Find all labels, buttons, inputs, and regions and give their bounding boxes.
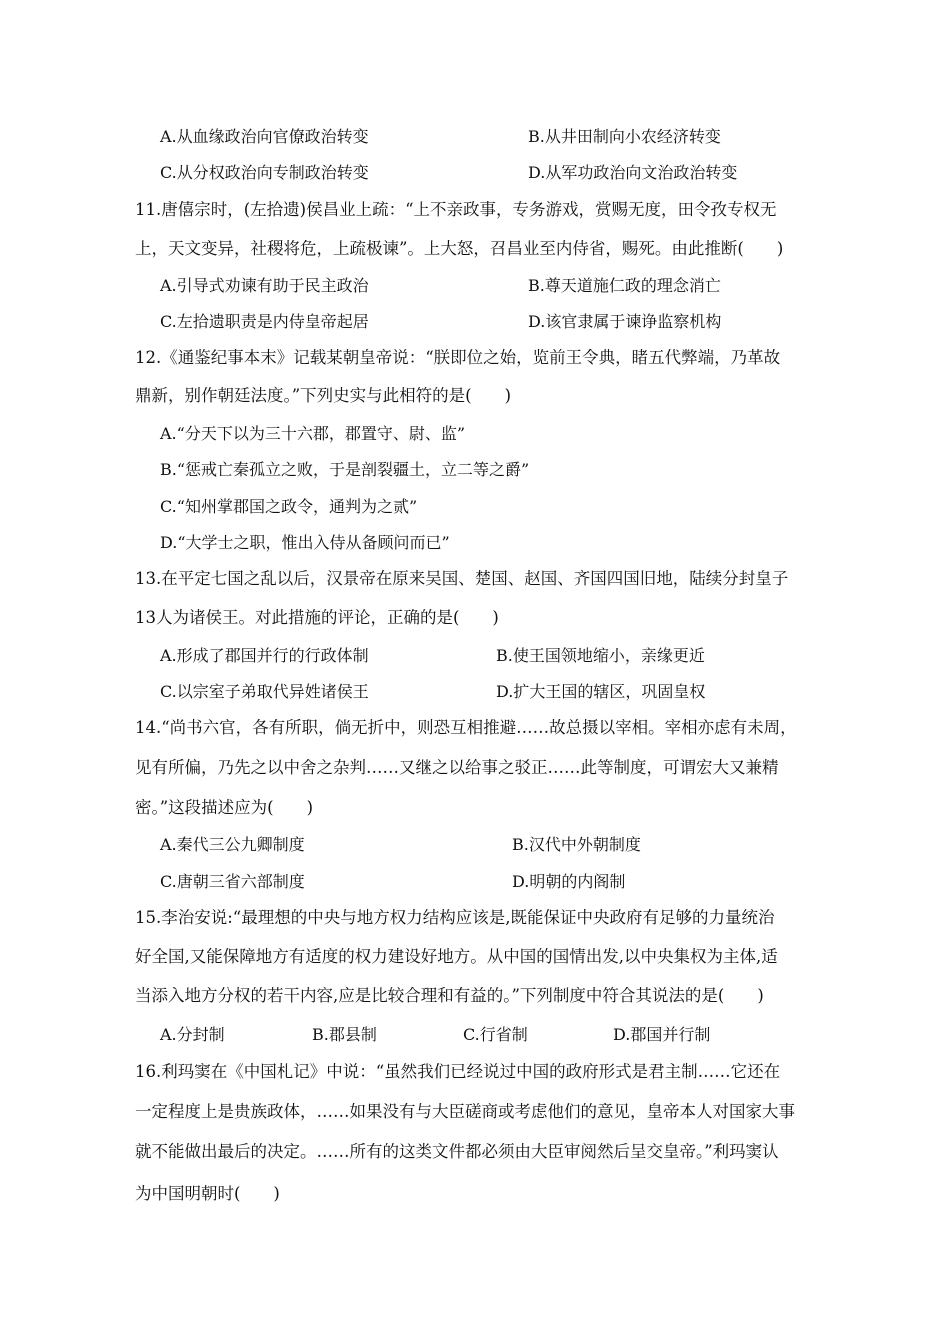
q10-option-c: C.从分权政治向专制政治转变 <box>160 163 369 182</box>
q12-option-a: A.“分天下以为三十六郡，郡置守、尉、监” <box>160 424 466 443</box>
q10-option-b: B.从井田制向小农经济转变 <box>528 127 721 146</box>
q12-option-b: B.“惩戒亡秦孤立之败，于是剖裂疆土，立二等之爵” <box>160 460 530 479</box>
q10-option-a: A.从血缘政治向官僚政治转变 <box>160 127 369 146</box>
q14-option-b: B.汉代中外朝制度 <box>512 835 641 854</box>
q14-option-c: C.唐朝三省六部制度 <box>160 872 305 891</box>
q12-option-d: D.“大学士之职，惟出入侍从备顾问而已” <box>160 533 450 552</box>
q15-option-c: C.行省制 <box>463 1025 528 1044</box>
q14-stem-line-1: 14.“尚书六官，各有所职，倘无折中，则恐互相推避……故总摄以宰相。宰相亦虑有未周， <box>135 718 797 737</box>
q13-option-b: B.使王国领地缩小，亲缘更近 <box>496 646 705 665</box>
q13-stem-line-1: 13.在平定七国之乱以后，汉景帝在原来吴国、楚国、赵国、齐国四国旧地，陆续分封皇子 <box>135 569 789 588</box>
q12-stem-line-2: 鼎新，别作朝廷法度。”下列史实与此相符的是( ) <box>135 386 512 405</box>
q16-stem-line-1: 16.利玛窦在《中国札记》中说：“虽然我们已经说过中国的政府形式是君主制……它还在 <box>135 1062 781 1081</box>
q15-stem-line-1: 15.李治安说:“最理想的中央与地方权力结构应该是,既能保证中央政府有足够的力量统治 <box>135 908 775 927</box>
q10-option-d: D.从军功政治向文治政治转变 <box>528 163 738 182</box>
q14-stem-line-2: 见有所偏，乃先之以中舍之杂判……又继之以给事之驳正……此等制度，可谓宏大又兼精 <box>135 758 779 777</box>
q11-option-b: B.尊天道施仁政的理念消亡 <box>528 276 721 295</box>
q11-option-d: D.该官隶属于谏诤监察机构 <box>528 312 722 331</box>
q11-stem-line-1: 11.唐僖宗时，(左拾遗)侯昌业上疏：“上不亲政事，专务游戏，赏赐无度，田令孜专权无 <box>135 200 777 219</box>
q11-option-a: A.引导式劝谏有助于民主政治 <box>160 276 369 295</box>
q16-stem-line-2: 一定程度上是贵族政体，……如果没有与大臣磋商或考虑他们的意见，皇帝本人对国家大事 <box>135 1102 795 1121</box>
q16-stem-line-4: 为中国明朝时( ) <box>135 1184 280 1203</box>
q13-option-a: A.形成了郡国并行的行政体制 <box>160 646 369 665</box>
q11-stem-line-2: 上，天文变异，社稷将危，上疏极谏”。上大怒，召昌业至内侍省，赐死。由此推断( ) <box>135 239 784 258</box>
q16-stem-line-3: 就不能做出最后的决定。……所有的这类文件都必须由大臣审阅然后呈交皇帝。”利玛窦认 <box>135 1142 779 1161</box>
q15-option-b: B.郡县制 <box>312 1025 377 1044</box>
q11-option-c: C.左拾遗职责是内侍皇帝起居 <box>160 312 369 331</box>
q12-stem-line-1: 12.《通鉴纪事本末》记载某朝皇帝说：“朕即位之始，览前王令典，睹五代弊端，乃革故 <box>135 348 781 367</box>
q14-option-a: A.秦代三公九卿制度 <box>160 835 305 854</box>
q12-option-c: C.“知州掌郡国之政令，通判为之贰” <box>160 497 418 516</box>
q14-stem-line-3: 密。”这段描述应为( ) <box>135 798 314 817</box>
q13-option-c: C.以宗室子弟取代异姓诸侯王 <box>160 682 369 701</box>
q13-option-d: D.扩大王国的辖区，巩固皇权 <box>496 682 706 701</box>
q13-stem-line-2: 13人为诸侯王。对此措施的评论，正确的是( ) <box>135 608 499 627</box>
q15-option-a: A.分封制 <box>160 1025 225 1044</box>
q14-option-d: D.明朝的内阁制 <box>512 872 626 891</box>
q15-option-d: D.郡国并行制 <box>613 1025 711 1044</box>
q15-stem-line-3: 当添入地方分权的若干内容,应是比较合理和有益的。”下列制度中符合其说法的是( ) <box>135 986 764 1005</box>
q15-stem-line-2: 好全国,又能保障地方有适度的权力建设好地方。从中国的国情出发,以中央集权为主体,适 <box>135 947 778 966</box>
